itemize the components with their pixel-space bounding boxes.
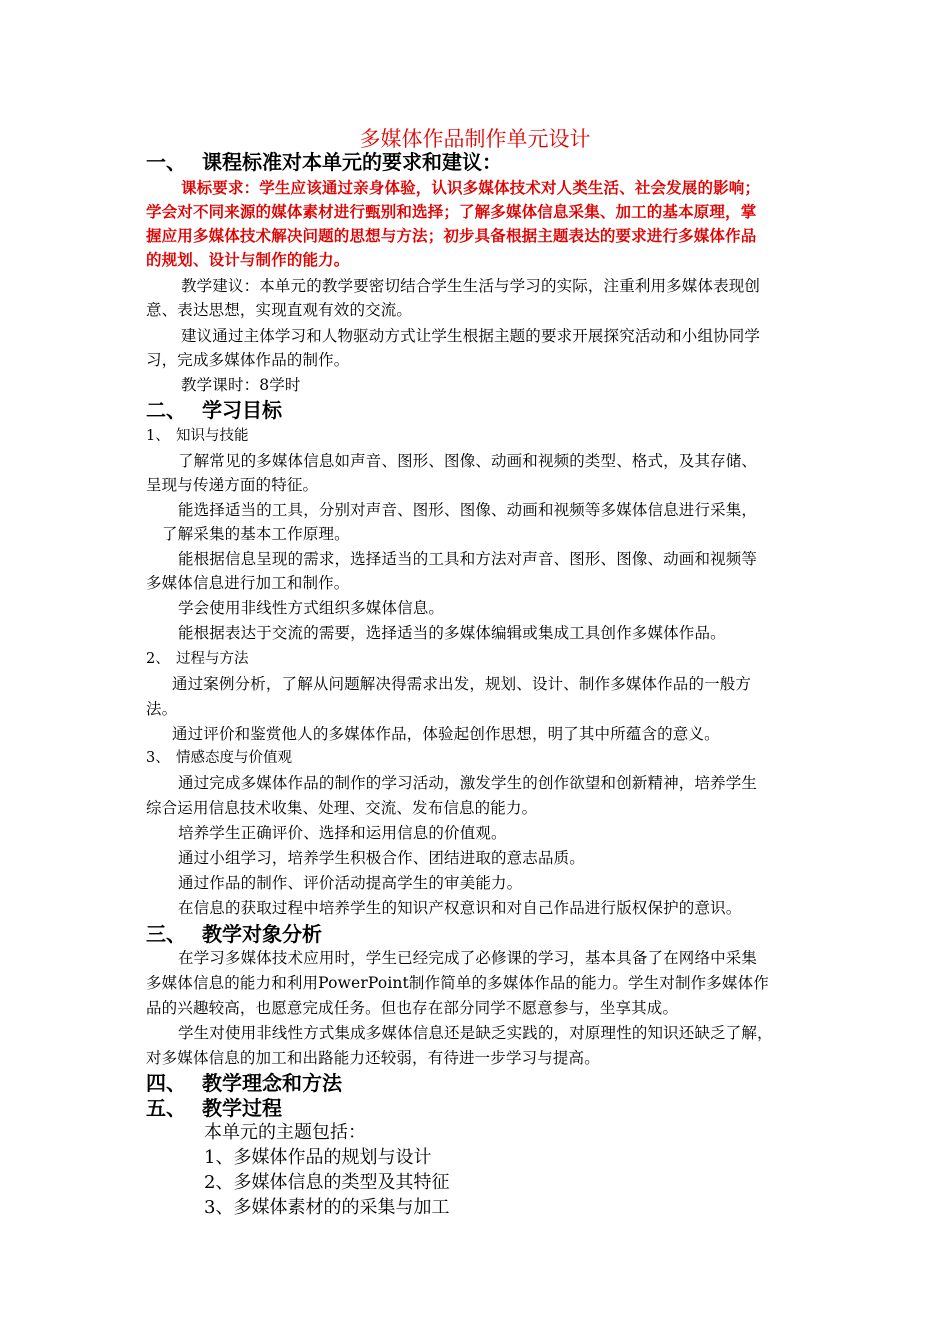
section2-heading <box>146 397 282 423</box>
knowledge-line: 了解常见的多媒体信息如声音、图形、图像、动画和视频的类型、格式，及其存储、 <box>178 452 758 470</box>
knowledge-line: 呈现与传递方面的特征。 <box>146 476 319 494</box>
document-title: 多媒体作品制作单元设计 <box>359 127 591 151</box>
topic-item: 1、多媒体作品的规划与设计 <box>204 1147 432 1168</box>
suggestion-line: 教学建议：本单元的教学要密切结合学生生活与学习的实际，注重利用多媒体表现创 <box>181 277 761 295</box>
section5-number: 五、 <box>146 1096 186 1120</box>
teaching-hours: 教学课时：8学时 <box>181 376 301 394</box>
subsection1-number: 1、 <box>146 428 170 444</box>
standard-line: 学会对不同来源的媒体素材进行甄别和选择；了解多媒体信息采集、加工的基本原理，掌 <box>146 202 757 221</box>
subsection2-label: 过程与方法 <box>176 651 249 667</box>
standard-line: 握应用多媒体技术解决问题的思想与方法；初步具备根据主题表达的要求进行多媒体作品 <box>146 226 757 245</box>
section3-heading <box>146 921 322 947</box>
section4-title: 教学理念和方法 <box>202 1071 342 1095</box>
section1-number: 一、 <box>146 150 186 174</box>
topic-item: 2、多媒体信息的类型及其特征 <box>204 1172 450 1193</box>
section1-title: 课程标准对本单元的要求和建议： <box>202 150 502 174</box>
analysis-line: 品的兴趣较高，也愿意完成任务。但也存在部分同学不愿意参与，坐享其成。 <box>146 999 679 1017</box>
knowledge-line: 能选择适当的工具，分别对声音、图形、图像、动画和视频等多媒体信息进行采集， <box>178 501 758 519</box>
analysis-line: 学生对使用非线性方式集成多媒体信息还是缺乏实践的，对原理性的知识还缺乏了解， <box>178 1024 773 1042</box>
knowledge-line: 能根据信息呈现的需求，选择适当的工具和方法对声音、图形、图像、动画和视频等 <box>178 550 758 568</box>
section5-heading <box>146 1095 282 1121</box>
subsection2-heading <box>146 648 249 670</box>
section2-number: 二、 <box>146 398 186 422</box>
knowledge-line: 学会使用非线性方式组织多媒体信息。 <box>178 599 445 617</box>
attitude-line: 培养学生正确评价、选择和运用信息的价值观。 <box>178 824 507 842</box>
section4-number: 四、 <box>146 1071 186 1095</box>
section5-title: 教学过程 <box>202 1096 282 1120</box>
section4-heading <box>146 1070 342 1096</box>
attitude-line: 综合运用信息技术收集、处理、交流、发布信息的能力。 <box>146 799 538 817</box>
attitude-line: 通过小组学习，培养学生积极合作、团结进取的意志品质。 <box>178 849 585 867</box>
suggestion-line: 意、表达思想，实现直观有效的交流。 <box>146 301 413 319</box>
standard-line: 的规划、设计与制作的能力。 <box>146 250 350 269</box>
standard-line: 课标要求：学生应该通过亲身体验，认识多媒体技术对人类生活、社会发展的影响； <box>181 178 761 197</box>
knowledge-line: 多媒体信息进行加工和制作。 <box>146 574 350 592</box>
attitude-line: 通过作品的制作、评价活动提高学生的审美能力。 <box>178 874 523 892</box>
section1-heading <box>146 149 502 175</box>
subsection3-label: 情感态度与价值观 <box>176 750 292 766</box>
section3-title: 教学对象分析 <box>202 922 322 946</box>
suggestion-line: 建议通过主体学习和人物驱动方式让学生根据主题的要求开展探究活动和小组协同学 <box>181 327 761 345</box>
subsection3-number: 3、 <box>146 750 170 766</box>
section2-title: 学习目标 <box>202 398 282 422</box>
knowledge-line: 了解采集的基本工作原理。 <box>162 525 350 543</box>
subsection3-heading <box>146 747 292 769</box>
subsection1-label: 知识与技能 <box>176 428 249 444</box>
section3-number: 三、 <box>146 922 186 946</box>
subsection1-heading <box>146 425 249 447</box>
subsection2-number: 2、 <box>146 651 170 667</box>
process-line: 通过案例分析，了解从问题解决得需求出发，规划、设计、制作多媒体作品的一般方 <box>172 675 752 693</box>
topics-intro: 本单元的主题包括： <box>204 1122 366 1143</box>
analysis-line: 在学习多媒体技术应用时，学生已经完成了必修课的学习，基本具备了在网络中采集 <box>178 949 758 967</box>
analysis-line: 对多媒体信息的加工和出路能力还较弱，有待进一步学习与提高。 <box>146 1049 600 1067</box>
topic-item: 3、多媒体素材的的采集与加工 <box>204 1197 450 1218</box>
attitude-line: 在信息的获取过程中培养学生的知识产权意识和对自己作品进行版权保护的意识。 <box>178 899 742 917</box>
attitude-line: 通过完成多媒体作品的制作的学习活动，激发学生的创作欲望和创新精神，培养学生 <box>178 774 758 792</box>
knowledge-line: 能根据表达于交流的需要，选择适当的多媒体编辑或集成工具创作多媒体作品。 <box>178 624 726 642</box>
process-line: 法。 <box>146 700 178 718</box>
analysis-line: 多媒体信息的能力和利用PowerPoint制作简单的多媒体作品的能力。学生对制作多媒体作 <box>146 974 769 992</box>
process-line: 通过评价和鉴赏他人的多媒体作品，体验起创作思想，明了其中所蕴含的意义。 <box>172 725 720 743</box>
suggestion-line: 习，完成多媒体作品的制作。 <box>146 351 350 369</box>
